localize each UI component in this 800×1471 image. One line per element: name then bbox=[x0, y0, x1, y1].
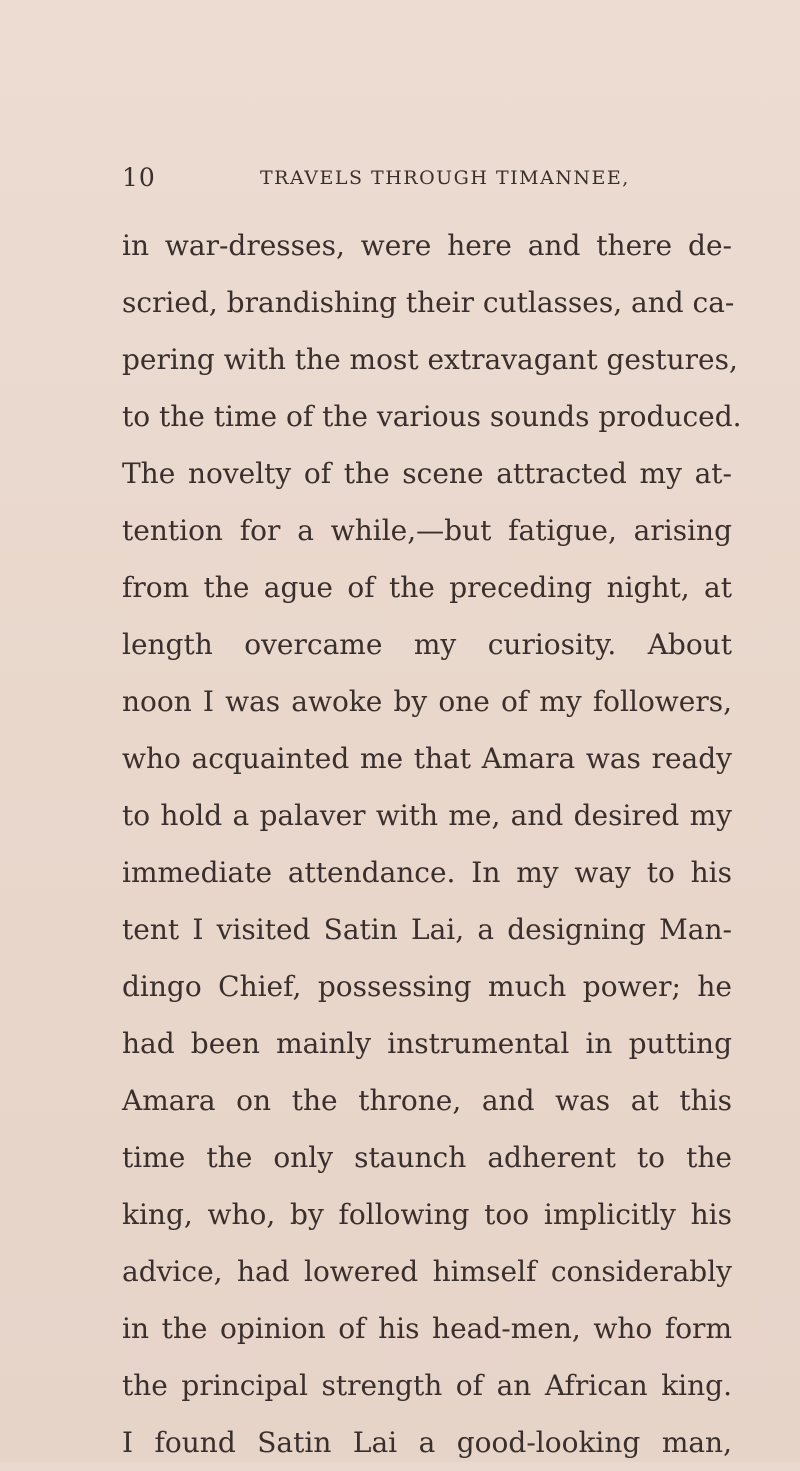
text-line: to hold a palaver with me, and desired my bbox=[122, 799, 732, 832]
text-line: scried, brandishing their cutlasses, and ca- bbox=[122, 286, 735, 319]
text-line: in the opinion of his head-men, who form bbox=[122, 1312, 732, 1345]
text-line: in war-dresses, were here and there de- bbox=[122, 229, 732, 262]
text-line: pering with the most extravagant gestures, bbox=[122, 343, 738, 376]
page-header bbox=[122, 160, 722, 196]
text-line: noon I was awoke by one of my followers, bbox=[122, 685, 732, 718]
text-line: had been mainly instrumental in putting bbox=[122, 1027, 732, 1060]
text-line: time the only staunch adherent to the bbox=[122, 1141, 732, 1174]
text-line: from the ague of the preceding night, at bbox=[122, 571, 732, 604]
text-line: advice, had lowered himself considerably bbox=[122, 1255, 732, 1288]
body-text bbox=[122, 217, 742, 1471]
running-head: TRAVELS THROUGH TIMANNEE, bbox=[260, 167, 630, 189]
text-line: length overcame my curiosity. About bbox=[122, 628, 732, 661]
text-line: The novelty of the scene attracted my at- bbox=[122, 457, 732, 490]
text-line: I found Satin Lai a good-looking man, bbox=[122, 1426, 732, 1459]
text-line: dingo Chief, possessing much power; he bbox=[122, 970, 732, 1003]
text-line: tention for a while,—but fatigue, arising bbox=[122, 514, 732, 547]
text-line: who acquainted me that Amara was ready bbox=[122, 742, 732, 775]
text-line: tent I visited Satin Lai, a designing Man- bbox=[122, 913, 732, 946]
text-line: the principal strength of an African king. bbox=[122, 1369, 732, 1402]
page-number: 10 bbox=[122, 163, 156, 192]
text-line: to the time of the various sounds produced. bbox=[122, 400, 742, 433]
text-line: king, who, by following too implicitly his bbox=[122, 1198, 732, 1231]
text-line: immediate attendance. In my way to his bbox=[122, 856, 732, 889]
text-line: Amara on the throne, and was at this bbox=[122, 1084, 732, 1117]
